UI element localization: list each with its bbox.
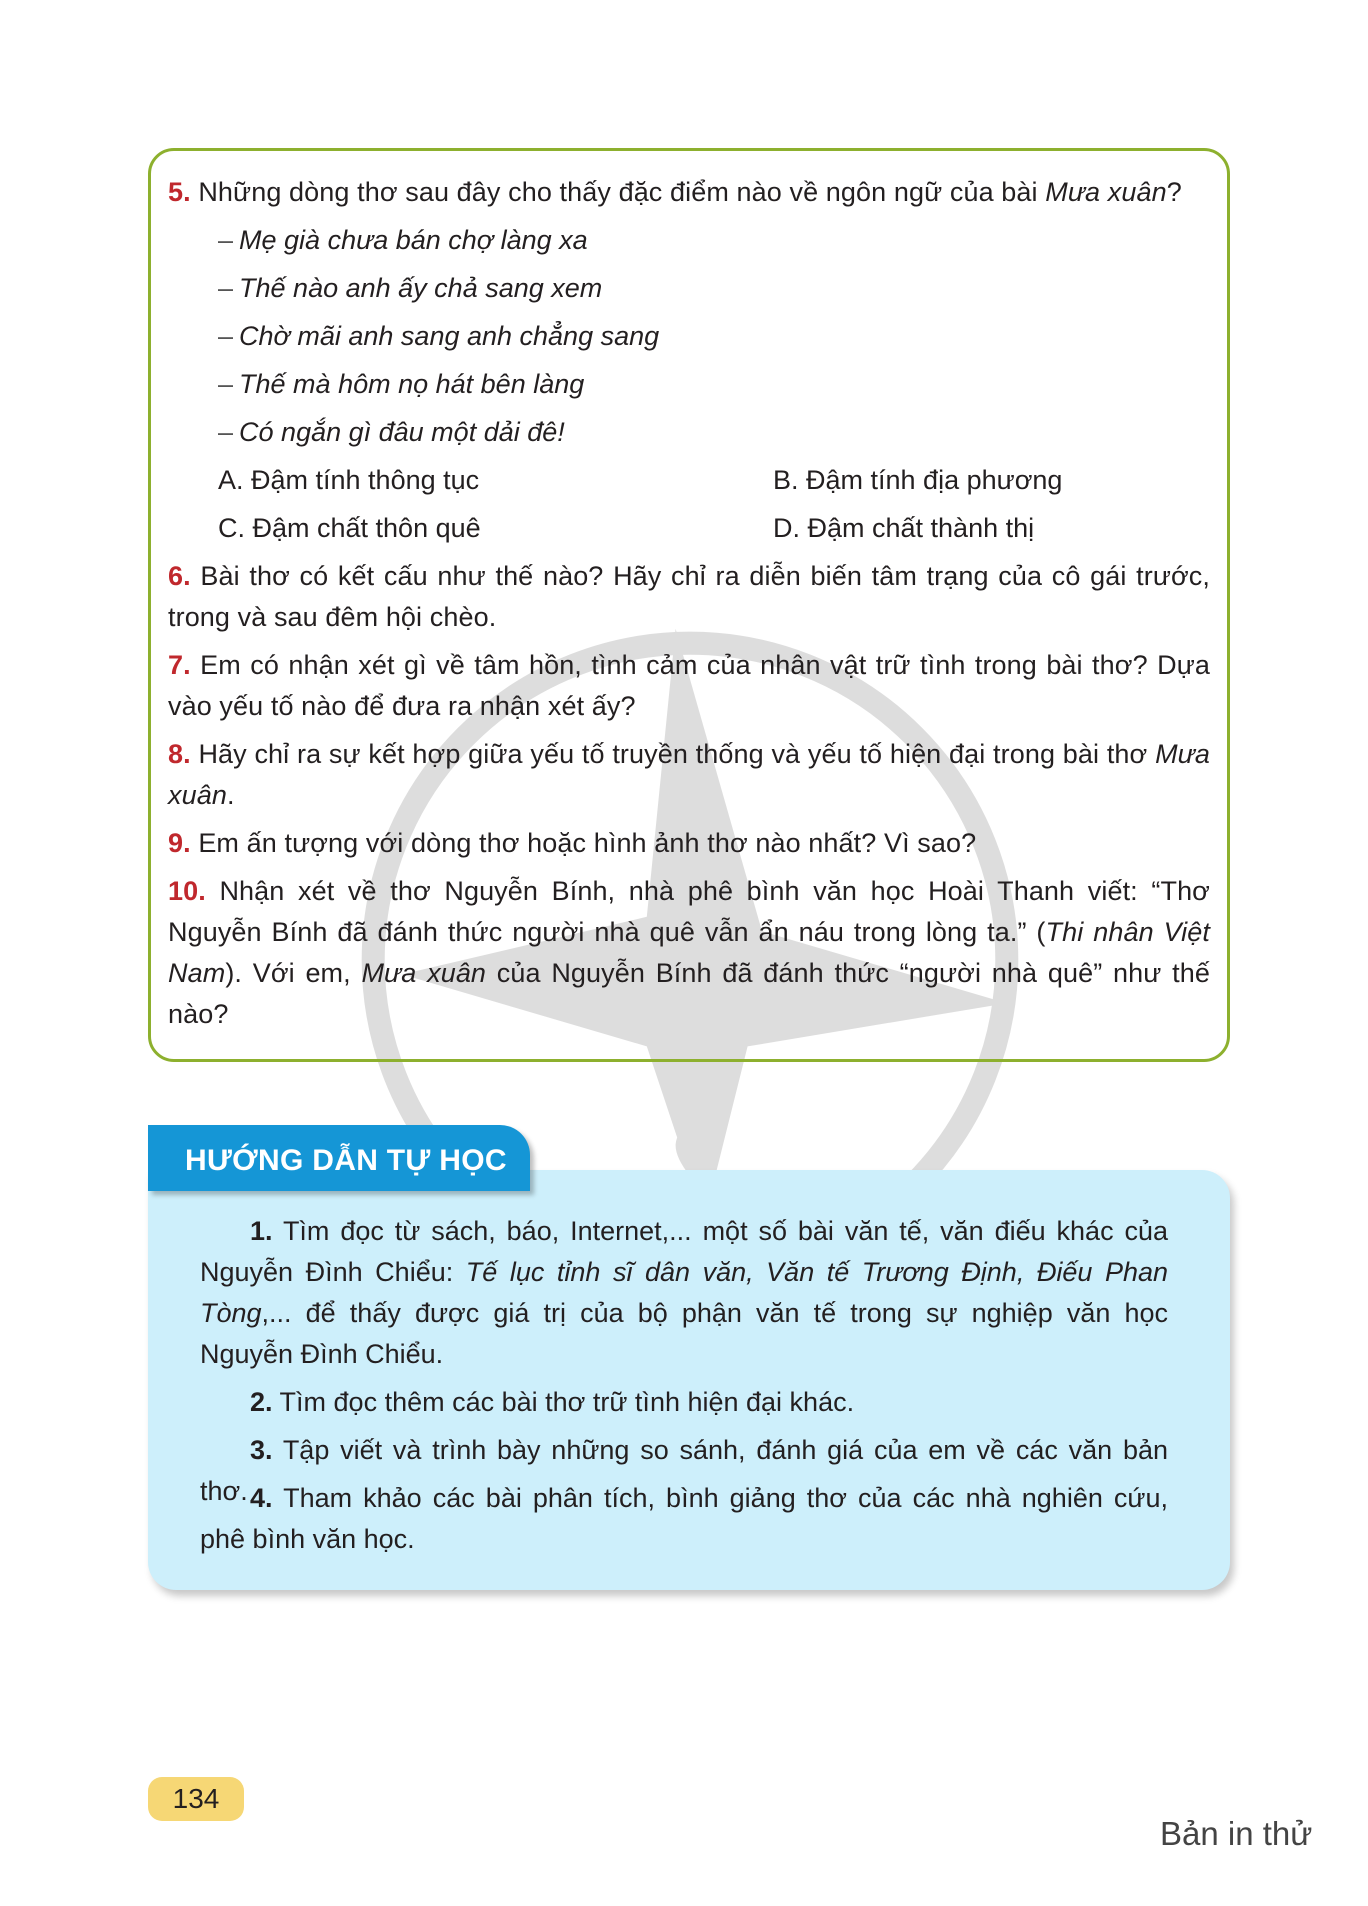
question-6: 6. Bài thơ có kết cấu như thế nào? Hãy chỉ ra diễn biến tâm trạng của cô gái trước, trong và sau đêm hội chèo. [168, 561, 1211, 632]
option-c: C. Đậm chất thôn quê [218, 513, 481, 543]
guide-item-2: 2. Tìm đọc thêm các bài thơ trữ tình hiện đại khác. [250, 1387, 855, 1417]
question-9: 9. Em ấn tượng với dòng thơ hoặc hình ảnh thơ nào nhất? Vì sao? [168, 828, 977, 858]
guide-item-3: 3. Tập viết và trình bày những so sánh, đánh giá của em về các văn bản thơ. [200, 1435, 1168, 1506]
guide-item-4: 4. Tham khảo các bài phân tích, bình giảng thơ của các nhà nghiên cứu, phê bình văn học. [200, 1483, 1168, 1554]
verse-line: – Thế mà hôm nọ hát bên làng [218, 369, 585, 399]
option-b: B. Đậm tính địa phương [773, 465, 1063, 495]
verse-line: – Thế nào anh ấy chả sang xem [218, 273, 603, 303]
verse-line: – Mẹ già chưa bán chợ làng xa [218, 225, 588, 255]
proof-label: Bản in thử [1160, 1815, 1313, 1852]
question-number: 7. [168, 650, 191, 680]
question-10: 10. Nhận xét về thơ Nguyễn Bính, nhà phê bình văn học Hoài Thanh viết: “Thơ Nguyễn Bính đã đánh thức người nhà quê vẫn ẩn náu trong lòng ta.” (Thi nhân Việt Nam). Với em, Mưa xuân của Nguyễn Bính đã đánh thức “người nhà quê” như thế nào? [168, 876, 1210, 1029]
question-number: 8. [168, 739, 191, 769]
guide-item-1: 1. Tìm đọc từ sách, báo, Internet,... một số bài văn tế, văn điếu khác của Nguyễn Đình Chiểu: Tế lục tỉnh sĩ dân văn, Văn tế Trương Định, Điếu Phan Tòng,... để thấy được giá trị của bộ phận văn tế trong sự nghiệp văn học Nguyễn Đình Chiểu. [200, 1216, 1168, 1369]
question-number: 9. [168, 828, 191, 858]
self-study-title: HƯỚNG DẪN TỰ HỌC [185, 1144, 507, 1177]
verse-line: – Chờ mãi anh sang anh chẳng sang [218, 321, 660, 351]
question-number: 10. [168, 876, 206, 906]
option-d: D. Đậm chất thành thị [773, 513, 1035, 543]
question-number: 6. [168, 561, 191, 591]
question-number: 5. [168, 177, 191, 207]
verse-line: – Có ngắn gì đâu một dải đê! [218, 417, 565, 447]
question-7: 7. Em có nhận xét gì về tâm hồn, tình cảm của nhân vật trữ tình trong bài thơ? Dựa vào yếu tố nào để đưa ra nhận xét ấy? [168, 650, 1210, 721]
question-8: 8. Hãy chỉ ra sự kết hợp giữa yếu tố truyền thống và yếu tố hiện đại trong bài thơ Mưa xuân. [168, 739, 1210, 810]
page-number: 134 [148, 1777, 244, 1821]
question-5: 5. Những dòng thơ sau đây cho thấy đặc điểm nào về ngôn ngữ của bài Mưa xuân? [168, 177, 1182, 207]
option-a: A. Đậm tính thông tục [218, 465, 480, 495]
